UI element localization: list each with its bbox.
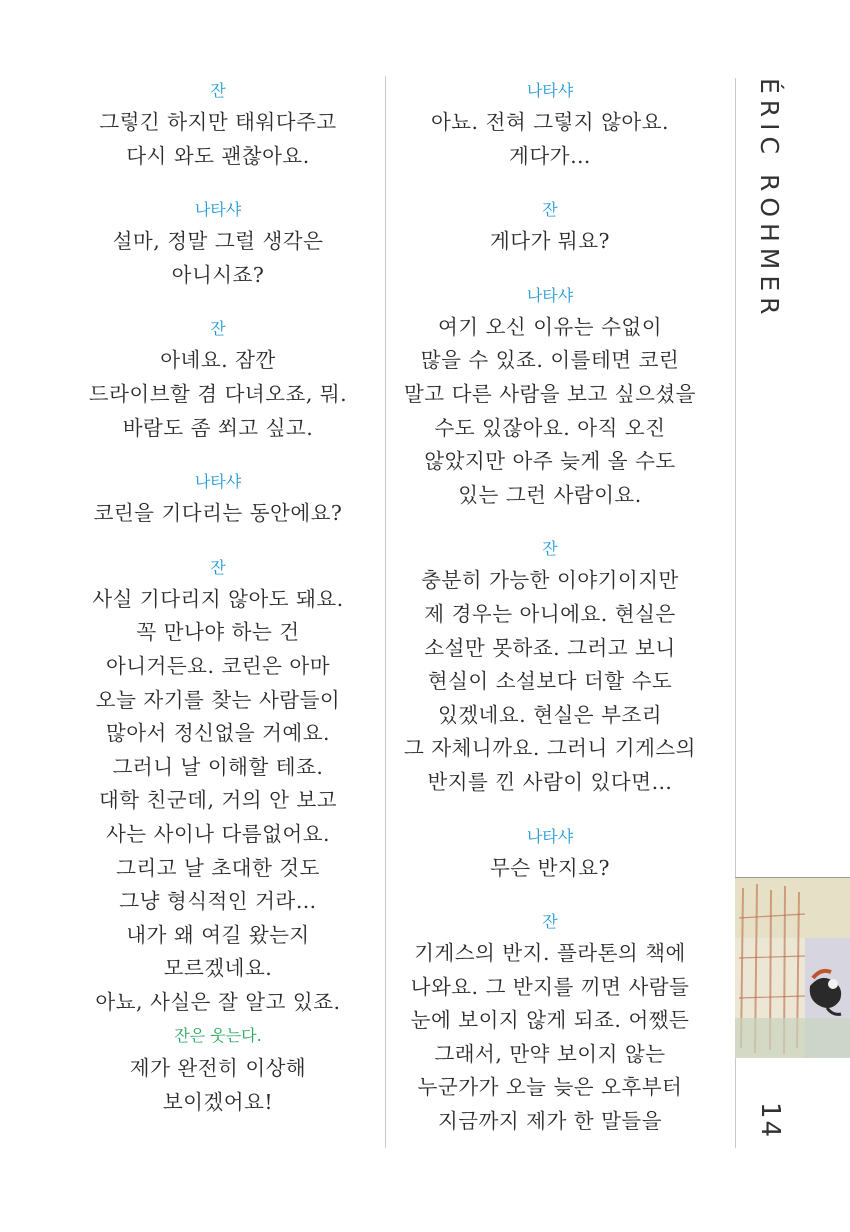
dialogue-block [68, 76, 368, 173]
speaker-name: 잔 [210, 557, 226, 577]
dialogue-line: 지금까지 제가 한 말들을 [437, 1109, 663, 1134]
dialogue-line: 않았지만 아주 늦게 올 수도 [424, 449, 676, 474]
dialogue-line: 아뇨. 전혀 그렇지 않아요. [430, 110, 670, 134]
speaker-name: 잔 [542, 912, 558, 932]
dialogue-line: 대학 친군데, 거의 안 보고 [98, 788, 338, 813]
dialogue-block [400, 534, 700, 799]
dialogue-line: 아니시죠? [171, 262, 265, 287]
dialogue-line: 수도 있잖아요. 아직 오진 [434, 415, 666, 440]
dialogue-line: 여기 오신 이유는 수없이 [437, 314, 663, 339]
dialogue-line: 제 경우는 아니에요. 현실은 [424, 601, 676, 626]
dialogue-line: 드라이브할 겸 다녀오죠, 뭐. [88, 381, 348, 406]
dialogue-line: 그렇긴 하지만 태워다주고 [99, 110, 337, 134]
speaker-name: 나타샤 [194, 472, 242, 492]
dialogue-line: 아니거든요. 코린은 아마 [105, 653, 331, 678]
dialogue-line: 사는 사이나 다름없어요. [105, 821, 331, 846]
column-divider [385, 76, 386, 1148]
speaker-name: 나타샤 [526, 826, 574, 846]
dialogue-line: 눈에 보이지 않게 되죠. 어쨌든 [410, 1008, 690, 1033]
dialogue-line: 그러니 날 이해할 테죠. [112, 754, 324, 779]
dialogue-line: 무슨 반지요? [489, 855, 611, 880]
dialogue-line: 기게스의 반지. 플라톤의 책에 [414, 941, 686, 966]
dialogue-line: 꼭 만나야 하는 건 [136, 620, 300, 645]
dialogue-line: 오늘 자기를 찾는 사람들이 [95, 687, 341, 712]
dialogue-line: 그냥 형식적인 거라… [119, 889, 317, 914]
dialogue-line: 반지를 낀 사람이 있다면… [427, 769, 673, 794]
dialogue-line: 코린을 기다리는 동안에요? [93, 501, 343, 526]
dialogue-line: 내가 왜 여길 왔는지 [126, 922, 310, 947]
dialogue-block [68, 195, 368, 292]
dialogue-line: 많아서 정신없을 거예요. [105, 721, 331, 746]
dialogue-block [68, 314, 368, 445]
speaker-name: 잔 [542, 539, 558, 559]
dialogue-line: 제가 완전히 이상해 [129, 1056, 307, 1081]
painting-thumbnail [735, 878, 850, 1058]
dialogue-line: 많을 수 있죠. 이를테면 코린 [420, 348, 680, 373]
dialogue-block [400, 281, 700, 513]
dialogue-line: 다시 와도 괜찮아요. [126, 143, 310, 168]
speaker-name: 잔 [210, 319, 226, 339]
dialogue-line: 모르겠네요. [163, 956, 273, 981]
dialogue-line: 바람도 좀 쐬고 싶고. [122, 415, 314, 440]
dialogue-line: 아녜요. 잠깐 [160, 348, 276, 373]
dialogue-line: 누군가가 오늘 늦은 오후부터 [417, 1075, 683, 1100]
right-column [400, 76, 700, 1161]
dialogue-line: 말고 다른 사람을 보고 싶으셨을 [403, 381, 696, 406]
dialogue-line: 사실 기다리지 않아도 돼요. [92, 586, 344, 611]
dialogue-block [68, 467, 368, 531]
left-column [68, 76, 368, 1142]
speaker-name: 잔 [210, 81, 226, 100]
dialogue-line: 그 자체니까요. 그러니 기게스의 [403, 736, 696, 761]
dialogue-block [68, 553, 368, 1120]
dialogue-line: 소설만 못하죠. 그러고 보니 [424, 635, 676, 660]
dialogue-line: 아뇨, 사실은 잘 알고 있죠. [95, 989, 341, 1014]
dialogue-block [400, 822, 700, 886]
dialogue-line: 그래서, 만약 보이지 않는 [434, 1041, 666, 1066]
dialogue-block [400, 907, 700, 1139]
stage-direction: 잔은 웃는다. [174, 1026, 262, 1046]
speaker-name: 나타샤 [526, 81, 574, 100]
page-number: 14 [755, 1102, 785, 1140]
dialogue-line: 있겠네요. 현실은 부조리 [437, 702, 663, 727]
dialogue-line: 있는 그런 사람이요. [458, 482, 642, 507]
speaker-name: 나타샤 [526, 285, 574, 305]
dialogue-line: 설마, 정말 그럴 생각은 [112, 229, 324, 254]
dialogue-line: 게다가 뭐요? [489, 229, 611, 254]
author-running-head: ÉRIC ROHMER [755, 78, 784, 321]
dialogue-line: 나와요. 그 반지를 끼면 사람들 [410, 974, 690, 999]
dialogue-line: 현실이 소설보다 더할 수도 [427, 669, 673, 694]
speaker-name: 나타샤 [194, 200, 242, 220]
dialogue-block [400, 195, 700, 259]
dialogue-line: 충분히 가능한 이야기이지만 [421, 568, 679, 593]
dialogue-block [400, 76, 700, 173]
speaker-name: 잔 [542, 200, 558, 220]
dialogue-line: 게다가… [509, 143, 591, 168]
dialogue-line: 보이겠어요! [162, 1090, 274, 1115]
dialogue-line: 그리고 날 초대한 것도 [116, 855, 320, 880]
